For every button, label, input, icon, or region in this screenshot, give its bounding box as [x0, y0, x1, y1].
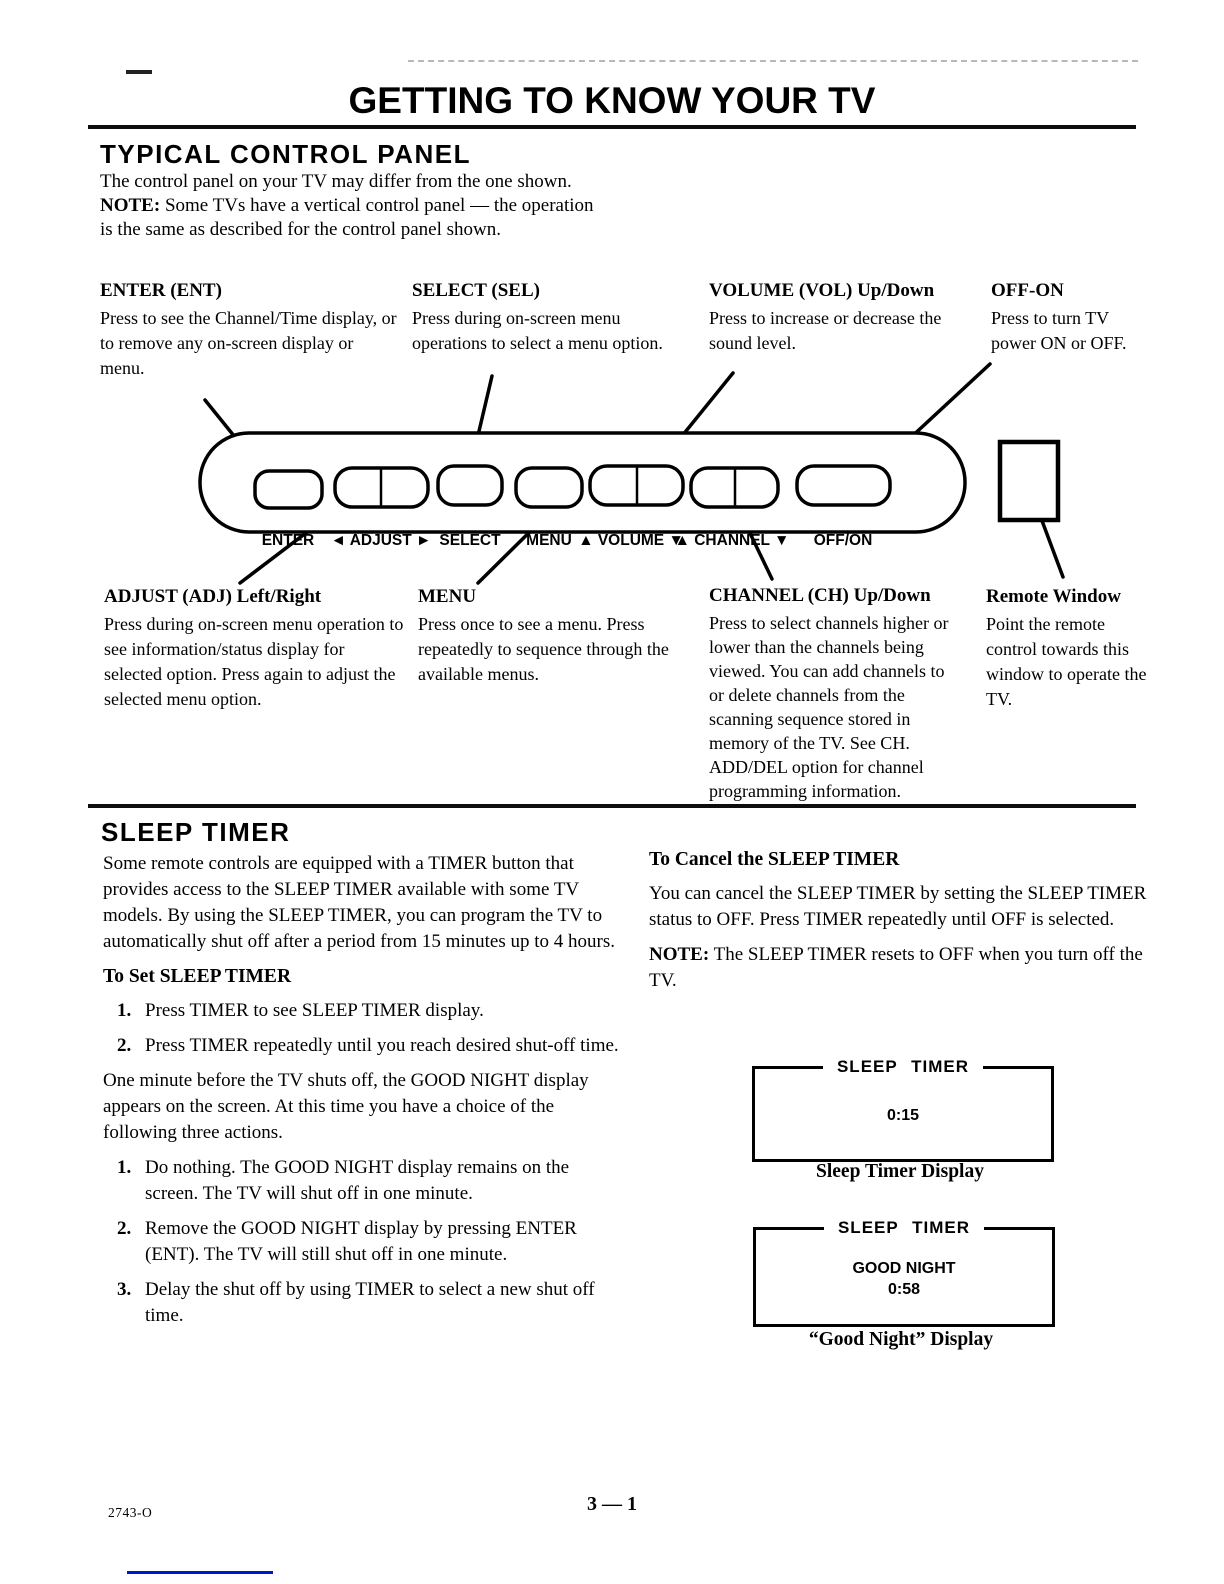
- cancel-sleep-timer-heading: To Cancel the SLEEP TIMER: [649, 849, 900, 870]
- good-night-display-caption: “Good Night” Display: [808, 1329, 994, 1350]
- panel-label-enter: ENTER: [261, 532, 315, 549]
- title-rule: [88, 125, 1136, 129]
- annotation-menu-body: Press once to see a menu. Press repeatedly to sequence through the available menus.: [418, 614, 669, 684]
- action-1-number: 1.: [117, 1157, 132, 1178]
- annotation-channel-body: Press to select channels higher or lower than the channels being viewed. You can add channels to or delete channels from the scanning sequence stored in memory of the TV. See CH. ADD/DEL option for channel programming information.: [709, 613, 949, 801]
- annotation-channel: [709, 584, 963, 803]
- action-3-number: 3.: [117, 1279, 132, 1300]
- action-2-number: 2.: [117, 1218, 132, 1239]
- good-night-display-title: SLEEP TIMER: [824, 1218, 984, 1238]
- scan-dotted-line: [408, 60, 1138, 62]
- footer-page-number: 3 — 1: [587, 1493, 637, 1515]
- note-text: Some TVs have a vertical control panel — the operation is the same as described for the control panel shown.: [100, 195, 594, 240]
- annotation-offon: [991, 278, 1141, 356]
- footer-document-code: 2743-O: [108, 1505, 153, 1520]
- scan-blue-line: [127, 1571, 273, 1574]
- scan-dash-mark: [126, 70, 152, 74]
- sleep-timer-right-column: [649, 845, 1149, 1003]
- annotation-adjust-body: Press during on-screen menu operation to see information/status display for selected option. Press again to adjust the selected menu option.: [104, 614, 404, 709]
- sleep-timer-display-value: 0:15: [886, 1107, 920, 1124]
- set-step-1-text: Press TIMER to see SLEEP TIMER display.: [145, 1000, 484, 1021]
- good-night-display-value: 0:58: [887, 1281, 921, 1298]
- control-panel-diagram: [0, 352, 1224, 592]
- sleep-timer-display-title: SLEEP TIMER: [823, 1057, 983, 1077]
- select-button: [438, 466, 502, 505]
- sleep-timer-intro: Some remote controls are equipped with a TIMER button that provides access to the SLEEP TIMER available with some TV models. By using the SLEEP TIMER, you can program the TV to automatically shut off after a period from 15 minutes up to 4 hours.: [103, 853, 616, 952]
- good-night-paragraph: One minute before the TV shuts off, the GOOD NIGHT display appears on the screen. At this time you have a choice of the following three actions.: [103, 1070, 589, 1143]
- action-3-text: Delay the shut off by using TIMER to select a new shut off time.: [145, 1279, 595, 1326]
- set-step-1: [117, 998, 627, 1024]
- intro-line: The control panel on your TV may differ from the one shown.: [100, 171, 572, 192]
- annotation-enter-body: Press to see the Channel/Time display, or to remove any on-screen display or menu.: [100, 308, 397, 378]
- annotation-menu-title: MENU: [418, 586, 477, 607]
- panel-label-menu: MENU: [526, 532, 572, 549]
- sleep-note-label: NOTE:: [649, 944, 710, 965]
- offon-button: [797, 466, 890, 505]
- set-step-2: [117, 1033, 627, 1059]
- sleep-note-text: The SLEEP TIMER resets to OFF when you turn off the TV.: [649, 944, 1143, 991]
- action-3: [117, 1277, 627, 1329]
- annotation-volume-body: Press to increase or decrease the sound level.: [709, 308, 942, 353]
- sleep-timer-display-caption: Sleep Timer Display: [816, 1161, 984, 1182]
- panel-label-offon: OFF/ON: [813, 532, 873, 549]
- annotation-remote-title: Remote Window: [986, 586, 1121, 607]
- panel-label-adjust: ◄ ADJUST ►: [330, 532, 432, 549]
- menu-button: [516, 468, 582, 507]
- good-night-display-header: [756, 1218, 1052, 1238]
- annotation-volume-title: VOLUME (VOL) Up/Down: [709, 280, 935, 301]
- annotation-menu: [418, 584, 670, 687]
- sleep-timer-display-header: [755, 1057, 1051, 1077]
- section-divider-rule: [88, 804, 1136, 808]
- annotation-volume: [709, 278, 969, 356]
- action-1: [117, 1155, 627, 1207]
- action-2: [117, 1216, 627, 1268]
- annotation-select-title: SELECT (SEL): [412, 280, 540, 301]
- remote-window-rect: [1000, 442, 1058, 520]
- annotation-select-body: Press during on-screen menu operations to select a menu option.: [412, 308, 663, 353]
- sleep-timer-note: [649, 942, 1149, 994]
- annotation-offon-title: OFF-ON: [991, 280, 1064, 301]
- intro-note: [100, 194, 605, 242]
- sleep-timer-left-column: [103, 851, 627, 1338]
- set-step-2-number: 2.: [117, 1035, 132, 1056]
- set-step-1-number: 1.: [117, 1000, 132, 1021]
- section-heading-sleep-timer: SLEEP TIMER: [101, 817, 291, 847]
- control-panel-intro: [100, 170, 605, 242]
- cancel-paragraph: You can cancel the SLEEP TIMER by setting the SLEEP TIMER status to OFF. Press TIMER repeatedly until OFF is selected.: [649, 883, 1147, 930]
- section-heading-control-panel: TYPICAL CONTROL PANEL: [100, 139, 471, 169]
- annotation-enter-title: ENTER (ENT): [100, 280, 222, 301]
- set-step-2-text: Press TIMER repeatedly until you reach desired shut-off time.: [145, 1035, 619, 1056]
- good-night-display-line1: GOOD NIGHT: [852, 1260, 956, 1277]
- annotation-offon-body: Press to turn TV power ON or OFF.: [991, 308, 1127, 353]
- annotation-remote-body: Point the remote control towards this window to operate the TV.: [986, 614, 1147, 709]
- annotation-adjust-title: ADJUST (ADJ) Left/Right: [104, 586, 322, 607]
- good-night-display-box: [753, 1218, 1055, 1327]
- note-label: NOTE:: [100, 195, 161, 216]
- enter-button: [255, 471, 322, 508]
- panel-label-volume: ▲ VOLUME ▼: [578, 532, 684, 549]
- action-2-text: Remove the GOOD NIGHT display by pressing ENTER (ENT). The TV will still shut off in one minute.: [145, 1218, 577, 1265]
- panel-label-channel: ▲ CHANNEL ▼: [674, 532, 790, 549]
- annotation-select: [412, 278, 680, 356]
- sleep-timer-display-box: [752, 1057, 1054, 1162]
- panel-label-select: SELECT: [439, 532, 501, 549]
- set-sleep-timer-heading: To Set SLEEP TIMER: [103, 966, 292, 987]
- page-title: GETTING TO KNOW YOUR TV: [348, 80, 876, 121]
- annotation-adjust: [104, 584, 406, 712]
- annotation-channel-title: CHANNEL (CH) Up/Down: [709, 585, 931, 606]
- annotation-remote-window: [986, 584, 1152, 712]
- action-1-text: Do nothing. The GOOD NIGHT display remains on the screen. The TV will shut off in one minute.: [145, 1157, 570, 1204]
